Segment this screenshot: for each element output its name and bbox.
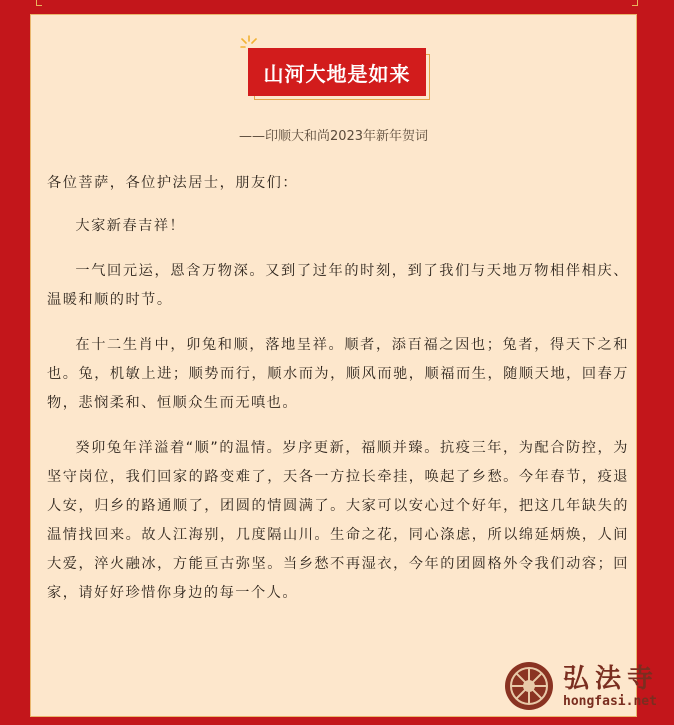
watermark-url: hongfasi.net — [563, 694, 657, 709]
dharma-wheel-icon — [503, 660, 555, 712]
subtitle: ——印顺大和尚2023年新年贺词 — [238, 129, 429, 144]
paragraph: 大家新春吉祥！ — [75, 218, 186, 234]
title-banner-box — [248, 48, 426, 96]
paragraph: 在十二生肖中，卯兔和顺，落地呈祥。顺者，添百福之因也；兔者，得天下之和也。兔，机敏上进；顺势而行，顺水而为，顺风而驰，顺福而生，随顺天地，回春万物，悲悯柔和、恒顺众生而无嗔也。 — [47, 337, 629, 411]
watermark-name: 弘法寺 — [563, 664, 660, 694]
article-body — [47, 169, 629, 624]
title-banner — [248, 48, 430, 100]
page-title: 山河大地是如来 — [263, 61, 411, 86]
greeting: 各位菩萨，各位护法居士，朋友们： — [47, 175, 299, 191]
frame-corner-left — [36, 0, 42, 6]
paragraph: 癸卯兔年洋溢着“顺”的温情。岁序更新，福顺并臻。抗疫三年，为配合防控，为坚守岗位，我们回家的路变难了，天各一方拉长牵挂，唤起了乡愁。今年春节，疫退人安，归乡的路通顺了，团圆的情圆满了。大家可以安心过个好年，把这几年缺失的温情找回来。故人江海别，几度隔山川。生命之花，同心涤虑，所以绵延炳焕，人间大爱，淬火融冰，方能亘古弥坚。当乡愁不再湿衣，今年的团圆格外令我们动容；回家，请好好珍惜你身边的每一个人。 — [47, 440, 629, 601]
article-card — [30, 14, 637, 717]
frame-corner-right — [632, 0, 638, 6]
paragraph: 一气回元运，恩含万物深。又到了过年的时刻，到了我们与天地万物相伴相庆、温暖和顺的时节。 — [47, 263, 629, 308]
watermark-logo — [503, 658, 673, 718]
